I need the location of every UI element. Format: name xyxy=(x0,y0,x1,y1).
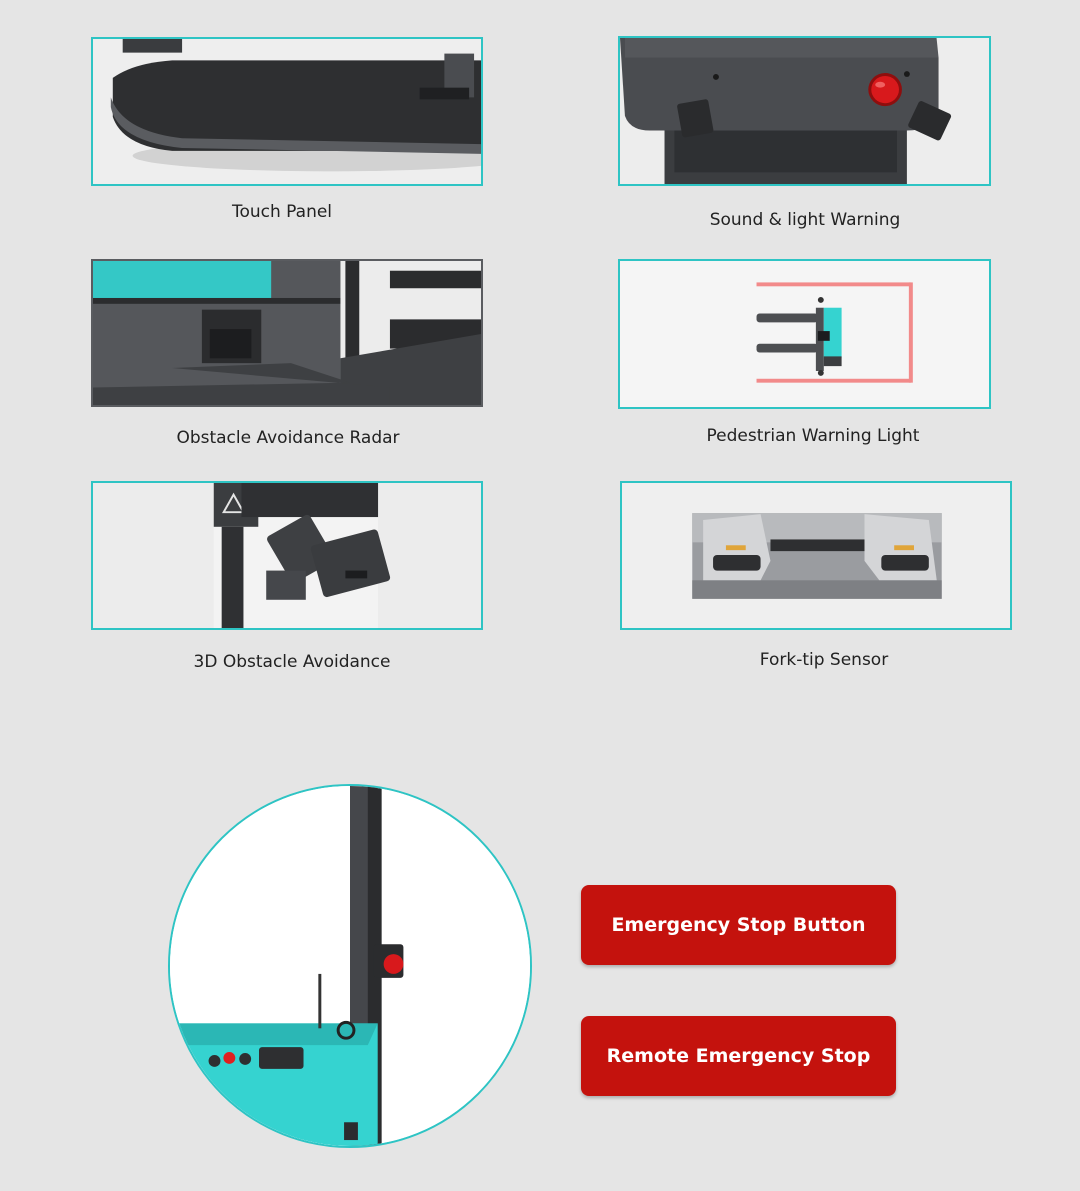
pedestrian-warning-caption: Pedestrian Warning Light xyxy=(706,426,920,446)
fork-tip-sensor-card xyxy=(620,481,1012,630)
remote-emergency-stop-button[interactable]: Remote Emergency Stop xyxy=(581,1016,896,1096)
obstacle-radar-card xyxy=(91,259,483,407)
touch-panel-image xyxy=(93,39,481,184)
touch-panel-caption: Touch Panel xyxy=(231,202,333,222)
obstacle-3d-caption: 3D Obstacle Avoidance xyxy=(193,652,391,672)
emergency-stop-illustration xyxy=(168,784,532,1148)
sound-light-warning-caption: Sound & light Warning xyxy=(709,210,901,230)
obstacle-radar-caption: Obstacle Avoidance Radar xyxy=(176,428,400,448)
pedestrian-warning-image xyxy=(620,261,989,407)
robot-mast-image xyxy=(170,786,530,1146)
obstacle-3d-image xyxy=(93,483,481,628)
sound-light-warning-card xyxy=(618,36,991,186)
fork-tip-sensor-caption: Fork-tip Sensor xyxy=(759,650,889,670)
fork-tip-sensor-image xyxy=(622,483,1010,628)
touch-panel-card xyxy=(91,37,483,186)
obstacle-radar-image xyxy=(93,261,481,405)
sound-light-warning-image xyxy=(620,38,989,184)
pedestrian-warning-card xyxy=(618,259,991,409)
obstacle-3d-card xyxy=(91,481,483,630)
emergency-stop-button[interactable]: Emergency Stop Button xyxy=(581,885,896,965)
